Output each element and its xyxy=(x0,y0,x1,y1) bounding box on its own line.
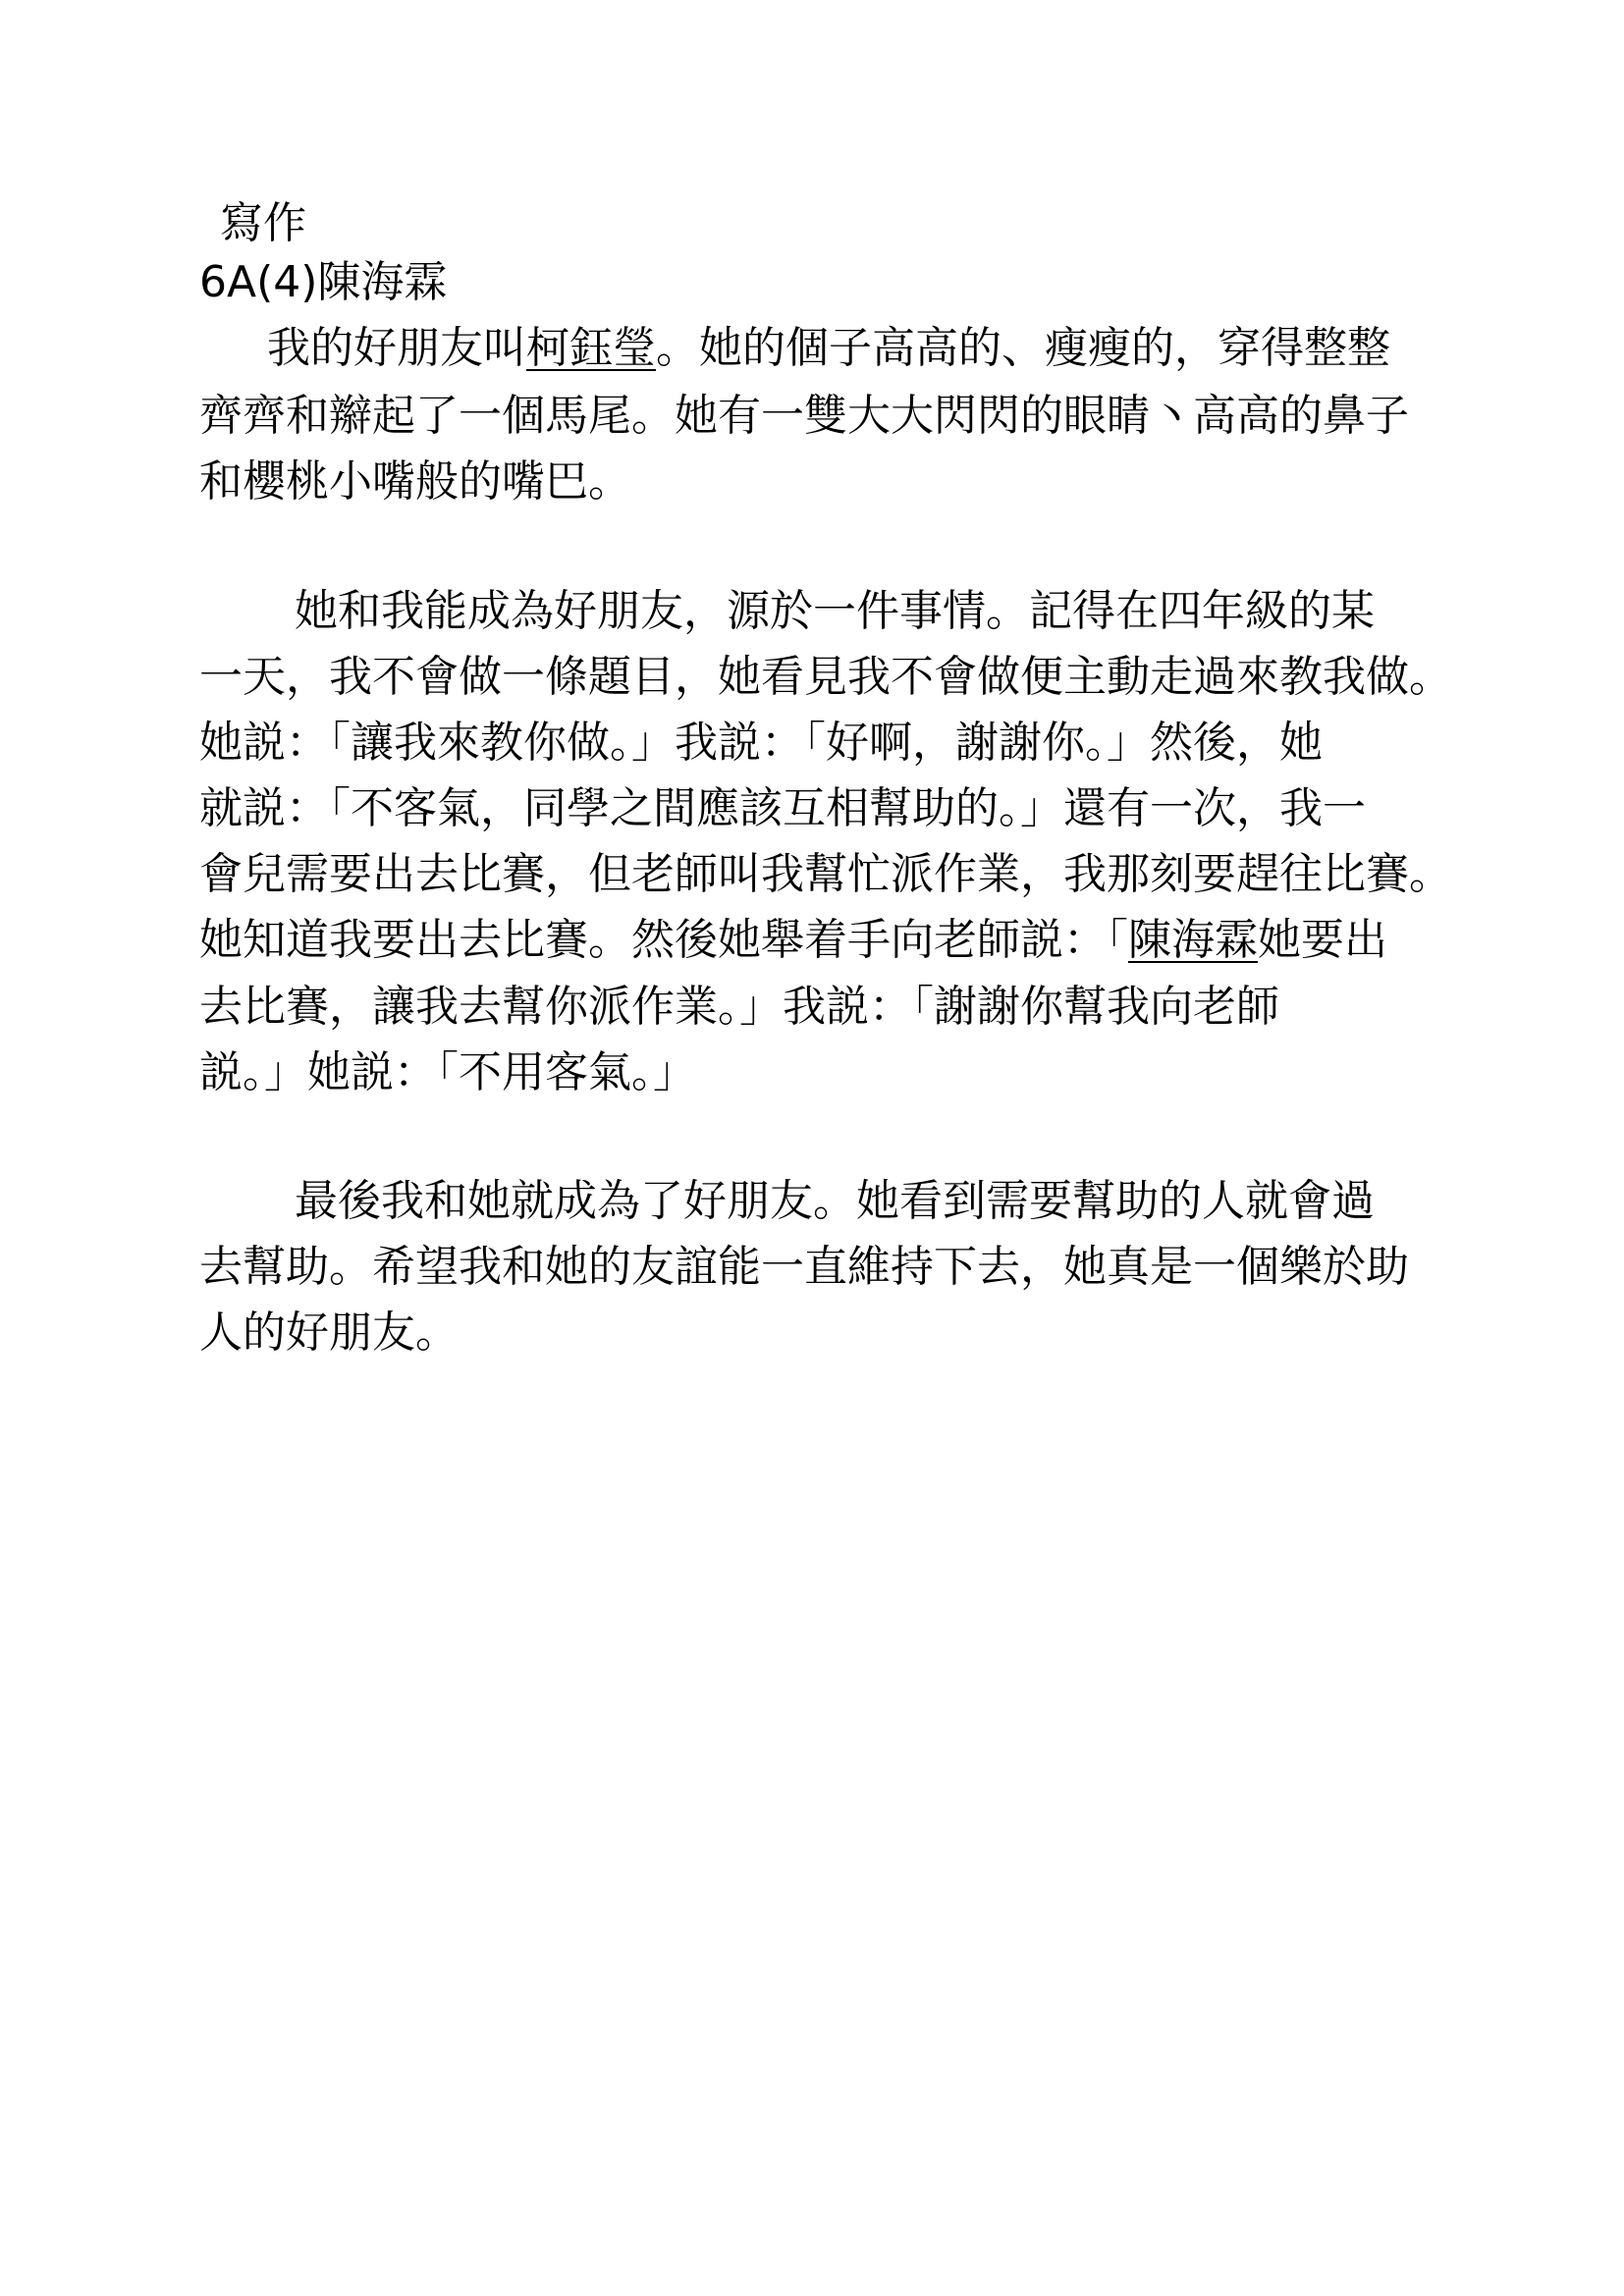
text-span: 。她的個子高高的、瘦瘦的，穿得整整 xyxy=(656,323,1390,373)
text-span: 一天，我不會做一條題目，她看見我不會做便主動走過來教我做。 xyxy=(199,652,1452,702)
paragraph-2-line-8 xyxy=(199,1043,696,1102)
author-text: 6A(4)陳海霖 xyxy=(199,257,448,307)
text-span: 去幫助。希望我和她的友誼能一直維持下去，她真是一個樂於助 xyxy=(199,1242,1409,1292)
paragraph-2-line-4 xyxy=(199,779,1366,838)
paragraph-2-line-5 xyxy=(199,845,1452,904)
paragraph-2-line-6 xyxy=(199,911,1387,970)
text-span: 她知道我要出去比賽。然後她舉着手向老師説：「 xyxy=(199,915,1128,965)
text-span: 和櫻桃小嘴般的嘴巴。 xyxy=(199,456,631,507)
underlined-name: 陳海霖 xyxy=(1128,915,1258,965)
text-span: 人的好朋友。 xyxy=(199,1308,459,1358)
paragraph-2-line-2 xyxy=(199,648,1452,707)
text-span: 她和我能成為好朋友，源於一件事情。記得在四年級的某 xyxy=(295,586,1375,636)
paragraph-2-line-1 xyxy=(295,582,1375,641)
text-span: 説。」她説：「不用客氣。」 xyxy=(199,1047,696,1097)
paragraph-2-line-3 xyxy=(199,714,1323,773)
document-title xyxy=(220,194,306,253)
paragraph-2-line-7 xyxy=(199,978,1279,1037)
text-span: 我的好朋友叫 xyxy=(267,323,526,373)
text-span: 會兒需要出去比賽，但老師叫我幫忙派作業，我那刻要趕往比賽。 xyxy=(199,849,1452,899)
text-span: 她要出 xyxy=(1258,915,1387,965)
text-span: 去比賽，讓我去幫你派作業。」我説：「謝謝你幫我向老師 xyxy=(199,982,1279,1032)
title-text: 寫作 xyxy=(220,198,306,248)
underlined-name: 柯鈺瑩 xyxy=(526,323,656,373)
paragraph-1-line-2 xyxy=(199,387,1409,446)
author-line xyxy=(199,253,447,312)
text-span: 齊齊和辮起了一個馬尾。她有一雙大大閃閃的眼睛丶高高的鼻子 xyxy=(199,391,1409,441)
paragraph-1-line-1 xyxy=(267,319,1390,378)
paragraph-3-line-2 xyxy=(199,1238,1409,1297)
paragraph-1-line-3 xyxy=(199,453,631,511)
text-span: 就説：「不客氣，同學之間應該互相幫助的。」還有一次，我一 xyxy=(199,783,1366,833)
paragraph-3-line-1 xyxy=(295,1172,1375,1231)
paragraph-3-line-3 xyxy=(199,1304,459,1362)
text-span: 她説：「讓我來教你做。」我説：「好啊，謝謝你。」然後，她 xyxy=(199,718,1323,768)
text-span: 最後我和她就成為了好朋友。她看到需要幫助的人就會過 xyxy=(295,1176,1375,1226)
